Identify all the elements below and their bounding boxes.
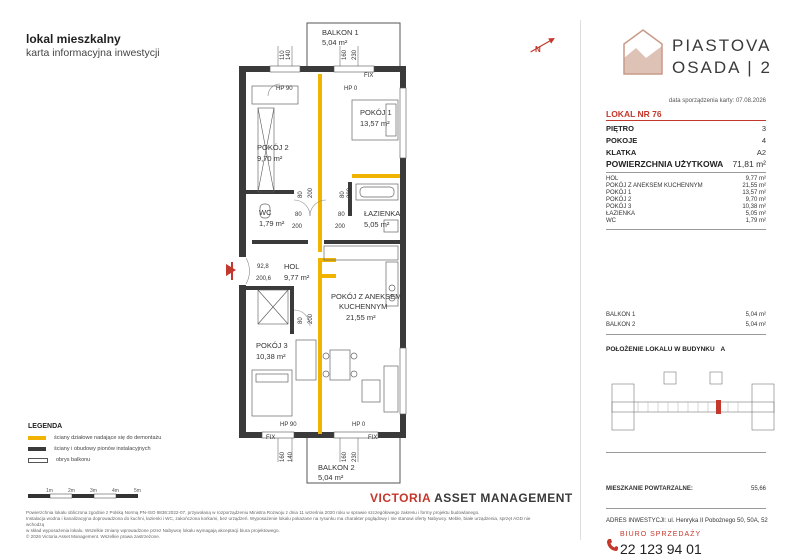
room-value: 5,05 m² <box>745 211 766 217</box>
dim-bot-160: 160 <box>280 451 286 462</box>
pokoj-3-area: 10,38 m² <box>256 352 286 361</box>
lazienka-name: ŁAZIENKA <box>364 209 401 218</box>
spec-row-pietro <box>606 124 766 133</box>
spec-value: 4 <box>761 136 766 145</box>
pokoj-1-name: POKÓJ 1 <box>360 108 392 117</box>
sales-phone[interactable]: 22 123 94 01 <box>620 541 702 557</box>
position-label: POŁOŻENIE LOKALU W BUDYNKU <box>606 346 715 353</box>
balkon-2-name: BALKON 2 <box>318 463 355 472</box>
brand-asset-management: ASSET MANAGEMENT <box>434 491 573 505</box>
brand-line-1: PIASTOVA <box>672 36 772 55</box>
scale-5m: 5m <box>134 488 141 494</box>
scale-3m: 3m <box>90 488 97 494</box>
room-key: POKÓJ 1 <box>606 190 632 196</box>
dim-door-80-a: 80 <box>298 191 304 198</box>
balkon-value: 5,04 m² <box>745 322 766 328</box>
spec-row-klatka <box>606 148 766 157</box>
card-date: data sporządzenia karty: 07.08.2026 <box>668 98 766 104</box>
dim-p3-200: 200 <box>308 313 314 324</box>
powtarzalne-value: 55,66 <box>750 486 766 492</box>
position-title <box>606 346 725 353</box>
legend-label: ściany i obudowy pionów instalacyjnych <box>54 446 151 452</box>
hol-name: HOL <box>284 262 300 271</box>
hp0-bottom: HP 0 <box>352 422 366 428</box>
wc-area: 1,79 m² <box>259 219 285 228</box>
dim-door-200-b: 200 <box>347 187 353 198</box>
balkon-2-area: 5,04 m² <box>318 473 344 482</box>
pokoj-3-name: POKÓJ 3 <box>256 341 288 350</box>
fix-bottom-right: FIX <box>368 435 378 441</box>
balkon-value: 5,04 m² <box>745 312 766 318</box>
victoria-brand <box>370 491 573 505</box>
room-value: 13,57 m² <box>742 190 766 196</box>
pokoj-2-name: POKÓJ 2 <box>257 143 289 152</box>
room-key: HOL <box>606 176 619 182</box>
map-rule <box>606 452 766 453</box>
address-rule <box>606 508 766 509</box>
document-title: lokal mieszkalny <box>26 32 121 46</box>
piastova-logo-icon <box>622 28 664 76</box>
kuchnia-area: 21,55 m² <box>346 313 376 322</box>
building-plan-thumbnail <box>608 362 778 442</box>
rooms-rule <box>606 229 766 230</box>
pokoj-1-area: 13,57 m² <box>360 119 390 128</box>
document-subtitle: karta informacyjna inwestycji <box>26 47 160 59</box>
north-label: N <box>535 45 541 54</box>
investment-address: ADRES INWESTYCJI: ul. Henryka II Pobożnego 50, 50A, 52 <box>606 518 768 524</box>
dim-top-230: 230 <box>352 49 358 60</box>
position-building: A <box>720 346 726 353</box>
dim-door-80-b: 80 <box>340 191 346 198</box>
hp90-bottom: HP 90 <box>280 422 297 428</box>
apartment-location-marker <box>716 400 721 414</box>
legend-label: ściany działowe nadające się do demontażu <box>54 435 162 441</box>
legend-label: obrys balkonu <box>56 457 91 463</box>
spec-value: 71,81 m² <box>732 159 766 169</box>
dim-p3-80: 80 <box>298 317 304 324</box>
lokal-rule <box>606 120 766 121</box>
scale-bar <box>28 488 141 498</box>
spec-key: POKOJE <box>606 136 638 145</box>
spec-value: A2 <box>756 148 766 157</box>
spec-row-pokoje <box>606 136 766 145</box>
lokal-number: LOKAL NR 76 <box>606 109 662 119</box>
kuchnia-name-2: KUCHENNYM <box>339 302 388 311</box>
balkon-1-name: BALKON 1 <box>322 28 359 37</box>
fix-bottom-left: FIX <box>266 435 276 441</box>
legend-swatch-outline <box>28 458 48 463</box>
dim-bot-140: 140 <box>288 451 294 462</box>
balkon-key: BALKON 2 <box>606 322 636 328</box>
footnote-line: w skład wyposażenia lokalu. Wszelkie zmiany wprowadzone przez Nabywcę lokalu wymagają akceptacji biura projektowego. <box>26 528 280 533</box>
phone-icon <box>606 538 618 552</box>
north-arrow-icon <box>529 35 556 54</box>
dim-door-200-a: 200 <box>308 187 314 198</box>
room-value: 1,79 m² <box>745 218 766 224</box>
lazienka-area: 5,05 m² <box>364 220 390 229</box>
dim-laz-80: 80 <box>338 212 345 218</box>
panel-divider <box>580 20 581 540</box>
room-value: 21,55 m² <box>742 183 766 189</box>
scale-4m: 4m <box>112 488 119 494</box>
room-key: POKÓJ 2 <box>606 197 632 203</box>
legend-swatch-yellow <box>28 436 46 440</box>
room-key: POKÓJ 3 <box>606 204 632 210</box>
powtarzalne-label: MIESZKANIE POWTARZALNE: <box>606 486 693 492</box>
kuchnia-name-1: POKÓJ Z ANEKSEM <box>331 292 402 301</box>
hp0-top: HP 0 <box>344 86 358 92</box>
room-value: 10,38 m² <box>742 204 766 210</box>
room-key: WC <box>606 218 616 224</box>
dim-wc-200: 200 <box>292 224 303 230</box>
legend-item-demountable <box>28 435 161 441</box>
brand-line-2: OSADA | 2 <box>672 58 772 77</box>
room-key: ŁAZIENKA <box>606 211 636 217</box>
spec-key: PIĘTRO <box>606 124 634 133</box>
dim-bot-160b: 160 <box>342 451 348 462</box>
balkon-row-1 <box>606 312 766 319</box>
entrance-marker <box>231 262 233 280</box>
footnote-line: Powierzchnia lokalu obliczona zgodnie z Polską Normą PN-ISO 9836:2022-07, przywołaną w rozporządzeniu Ministra Rozwoju z dnia 11 września 2020 roku w sprawie szczegółowego zakresu i formy projektu budowlanego. <box>26 510 480 515</box>
wc-name: WC <box>259 208 272 217</box>
balkon-rule <box>606 334 766 335</box>
dim-laz-200: 200 <box>335 224 346 230</box>
spec-key: KLATKA <box>606 148 637 157</box>
powtarzalne-row <box>606 486 766 493</box>
spec-value: 3 <box>761 124 766 133</box>
room-value: 9,70 m² <box>745 197 766 203</box>
dim-top-140: 140 <box>286 49 292 60</box>
dim-top-110: 110 <box>280 50 286 60</box>
spec-key: POWIERZCHNIA UŻYTKOWA <box>606 159 724 169</box>
footnote <box>26 510 546 540</box>
legend-item-installation <box>28 446 151 452</box>
legend-item-balcony <box>28 457 90 463</box>
balkon-key: BALKON 1 <box>606 312 636 318</box>
door-entry-h: 200,6 <box>256 276 272 282</box>
door-entry-w: 92,8 <box>257 264 269 270</box>
hol-area: 9,77 m² <box>284 273 310 282</box>
scale-1m: 1m <box>46 488 53 494</box>
sales-office-label: BIURO SPRZEDAŻY <box>620 531 702 538</box>
room-key: POKÓJ Z ANEKSEM KUCHENNYM <box>606 183 703 189</box>
room-value: 9,77 m² <box>745 176 766 182</box>
legend-swatch-dark <box>28 447 46 451</box>
pokoj-2-area: 9,70 m² <box>257 154 283 163</box>
room-row-wc <box>606 218 766 225</box>
dim-bot-230: 230 <box>352 451 358 462</box>
footnote-line: Instalacja wodna i kanalizacyjna doprowadzona do kuchni, łazienki i WC, zakończona korkami, bez urządzeń. Wyposażenie lokalu pokazane na rysunku ma charakter poglądowy i nie stanowi oferty Nabywcy. Meble, białe urządzenia, sprzęt AGD nie wchodzą <box>26 516 531 527</box>
balkon-1-area: 5,04 m² <box>322 38 348 47</box>
balkon-row-2 <box>606 322 766 329</box>
scale-2m: 2m <box>68 488 75 494</box>
dim-top-160: 160 <box>342 49 348 60</box>
hp90-top: HP 90 <box>276 86 293 92</box>
brand-victoria: VICTORIA <box>370 491 431 505</box>
dim-wc-80: 80 <box>295 212 302 218</box>
footnote-line: © 2026 Victoria Asset Management. Wszelkie prawa zastrzeżone. <box>26 534 161 539</box>
fix-top: FIX <box>364 73 374 79</box>
spec-rule <box>606 172 766 173</box>
legend-title: LEGENDA <box>28 423 63 430</box>
spec-row-powierzchnia <box>606 159 766 169</box>
